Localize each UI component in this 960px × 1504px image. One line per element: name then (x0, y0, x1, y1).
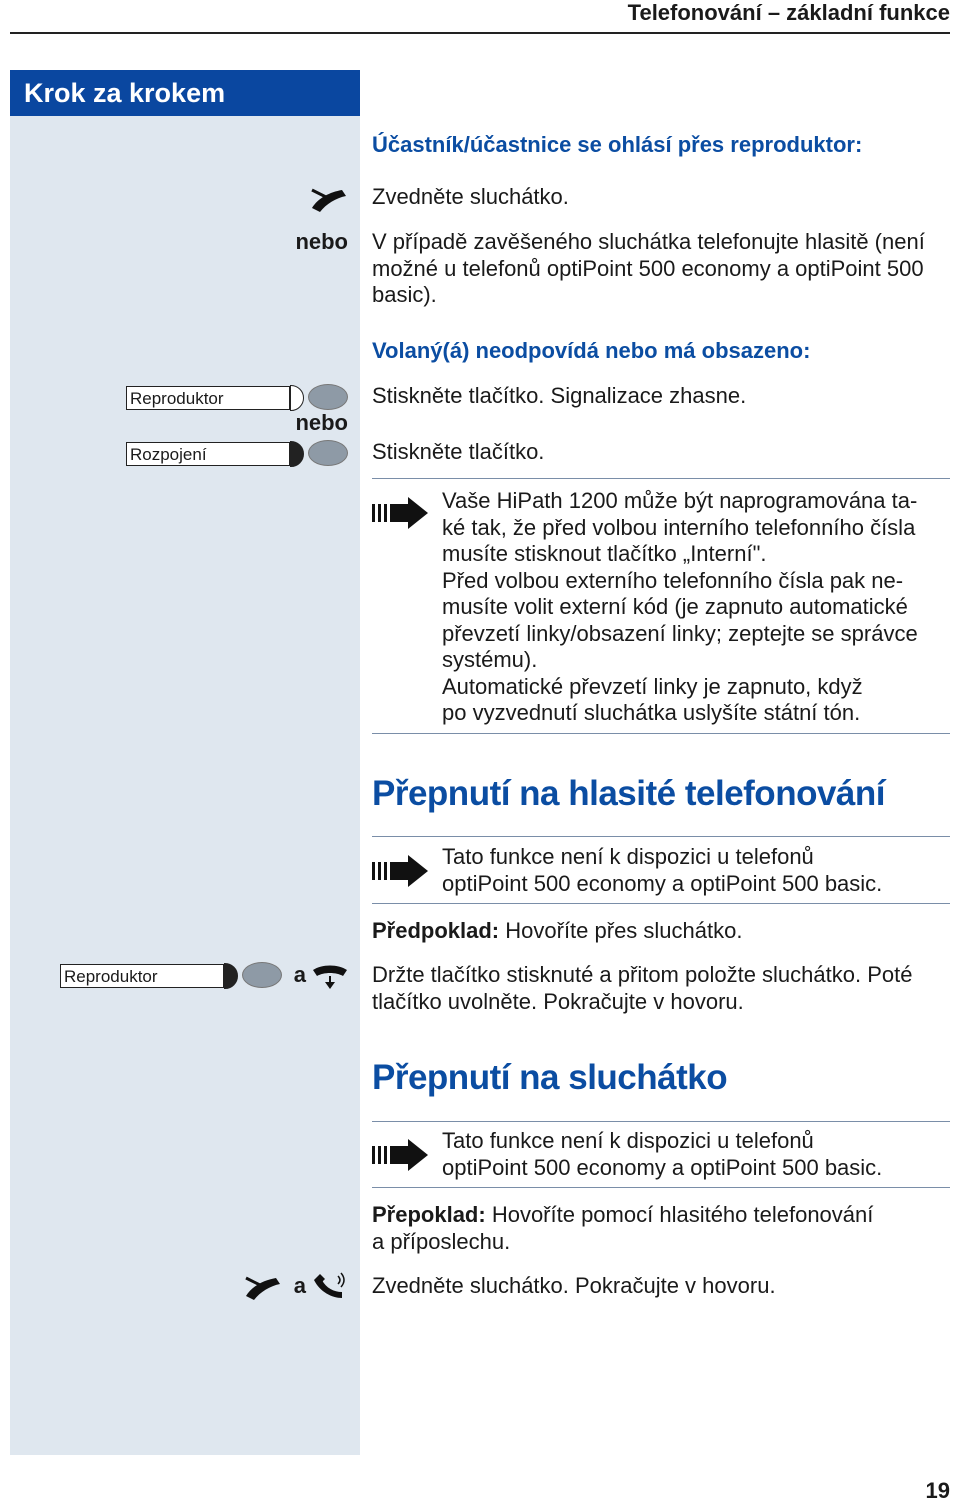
section2-note-text: Tato funkce není k dispozici u telefonů optiPoint 500 economy a optiPoint 500 basic. (442, 1128, 883, 1180)
note-rule-bottom (372, 733, 950, 734)
page-number: 19 (925, 1478, 950, 1503)
and-label: a (293, 962, 306, 987)
led-button-icon[interactable] (308, 440, 348, 466)
and-label: a (293, 1273, 306, 1298)
step-sidebar (10, 70, 360, 1455)
note-arrow-icon (370, 1138, 430, 1172)
block1-heading: Účastník/účastnice se ohlásí přes reproduktor: (372, 132, 863, 157)
header-rule (10, 32, 950, 34)
note1-text: Vaše HiPath 1200 může být naprogramována ta- ké tak, že před volbou interního telefonního čísla musíte stisknout tlačítko „Interní". Před volbou externího telefonního čísla pak ne- musíte volit externí kód (je zapnuto automatické převzetí linky/obsazení linky; zeptejte se správce systému). Automatické převzetí linky je zapnuto, když po vyzvednutí sluchátka uslyšíte státní tón. (442, 488, 918, 725)
handset-speaker-icon (310, 1270, 350, 1302)
key-reproduktor[interactable]: Reproduktor (126, 386, 290, 410)
led-button-icon[interactable] (242, 962, 282, 988)
block1-step1: Zvedněte sluchátko. (372, 184, 569, 209)
section2-prerequisite: Přepoklad: Hovoříte pomocí hlasitého telefonování a příposlechu. (372, 1202, 874, 1254)
note-rule-bottom (372, 903, 950, 904)
block1-step2: V případě zavěšeného sluchátka telefonujte hlasitě (není možné u telefonů optiPoint 500 economy a optiPoint 500 basic). (372, 229, 925, 307)
section1-prerequisite: Předpoklad: Hovoříte přes sluchátko. (372, 918, 743, 943)
note-arrow-icon (370, 496, 430, 530)
page-header-title: Telefonování – základní funkce (627, 0, 950, 25)
section2-step: Zvedněte sluchátko. Pokračujte v hovoru. (372, 1273, 776, 1298)
note-rule-top (372, 1121, 950, 1122)
or-label: nebo (295, 410, 348, 435)
lift-handset-icon (306, 184, 348, 214)
note-rule-top (372, 478, 950, 479)
note-rule-top (372, 836, 950, 837)
lift-handset-icon (240, 1272, 282, 1302)
led-button-icon[interactable] (308, 384, 348, 410)
block2-step1: Stiskněte tlačítko. Signalizace zhasne. (372, 383, 747, 408)
section1-step: Držte tlačítko stisknuté a přitom položte sluchátko. Poté tlačítko uvolněte. Pokračujte v hovoru. (372, 962, 913, 1014)
key-reproduktor[interactable]: Reproduktor (60, 964, 224, 988)
note-rule-bottom (372, 1187, 950, 1188)
or-label: nebo (295, 229, 348, 254)
sidebar-title: Krok za krokem (10, 70, 360, 116)
hang-up-handset-icon (310, 962, 350, 990)
section-title-speaker: Přepnutí na hlasité telefonování (372, 774, 885, 813)
block2-heading: Volaný(á) neodpovídá nebo má obsazeno: (372, 338, 811, 363)
note-arrow-icon (370, 854, 430, 888)
key-rozpojeni[interactable]: Rozpojení (126, 442, 290, 466)
block2-step2: Stiskněte tlačítko. (372, 439, 545, 464)
section1-note-text: Tato funkce není k dispozici u telefonů optiPoint 500 economy a optiPoint 500 basic. (442, 844, 883, 896)
section-title-handset: Přepnutí na sluchátko (372, 1058, 728, 1097)
